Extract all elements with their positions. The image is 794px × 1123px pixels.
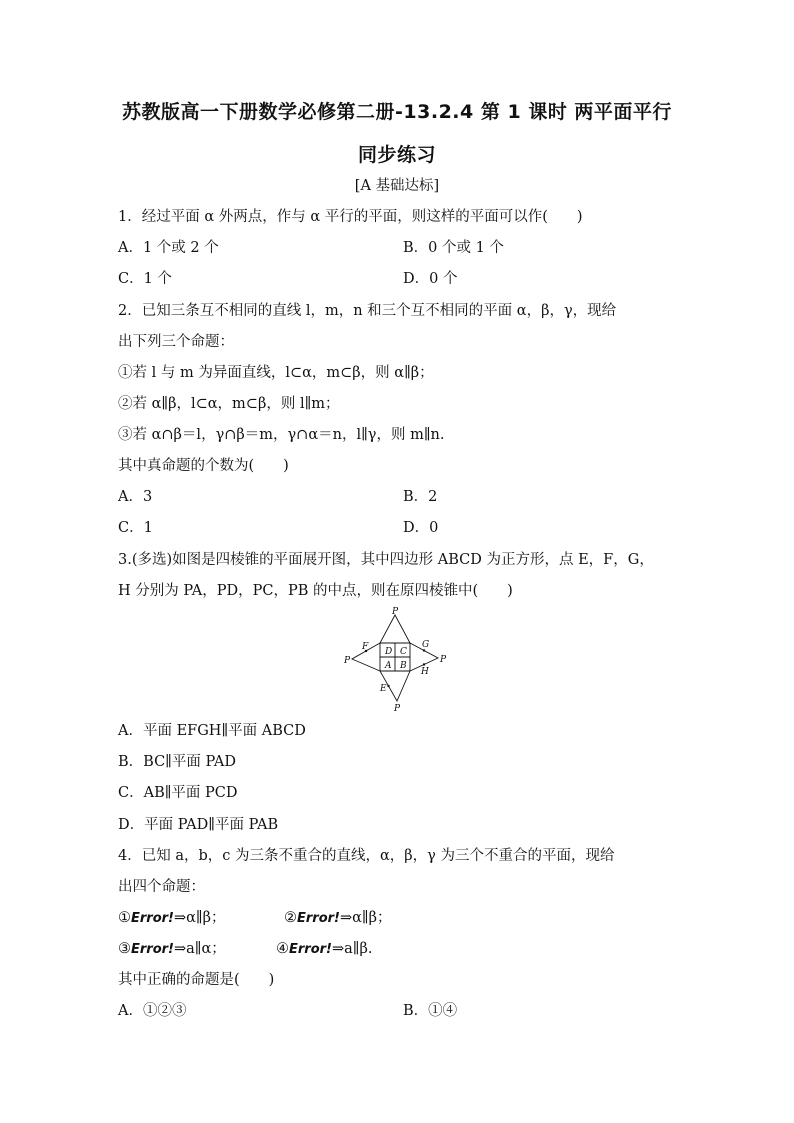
q1-option-a: A．1 个或 2 个: [118, 240, 219, 256]
q4-p3-error: Error!: [131, 942, 174, 957]
q4-proposition-3: [118, 939, 226, 960]
label-h: H: [421, 667, 429, 677]
q1-option-b: B．0 个或 1 个: [403, 240, 504, 256]
q1-stem: 1．经过平面 α 外两点，作与 α 平行的平面，则这样的平面可以作( ): [118, 209, 583, 225]
label-f: F: [362, 642, 369, 652]
label-g: G: [422, 640, 430, 650]
q2-option-c: C．1: [118, 520, 153, 536]
label-e: E: [380, 684, 387, 694]
q3-option-a: A．平面 EFGH∥平面 ABCD: [118, 723, 306, 739]
q2-stem-line-1: 2．已知三条互不相同的直线 l，m，n 和三个互不相同的平面 α，β，γ，现给: [118, 303, 617, 319]
q2-option-d: D．0: [403, 520, 439, 536]
q2-proposition-1: ①若 l 与 m 为异面直线，l⊂α，m⊂β，则 α∥β；: [118, 365, 434, 381]
q1-option-c: C．1 个: [118, 271, 172, 287]
q3-option-d: D．平面 PAD∥平面 PAB: [118, 817, 279, 833]
label-p-bottom: P: [394, 704, 401, 713]
q2-question: 其中真命题的个数为( ): [118, 458, 289, 474]
q2-proposition-3: ③若 α∩β＝l，γ∩β＝m，γ∩α＝n，l∥γ，则 m∥n.: [118, 427, 445, 443]
q4-stem-line-1: 4．已知 a，b，c 为三条不重合的直线，α，β，γ 为三个不重合的平面，现给: [118, 848, 615, 864]
q4-proposition-1: [118, 908, 226, 929]
pyramid-net-figure: [330, 605, 470, 713]
q4-p1-suffix: ⇒α∥β；: [173, 910, 226, 926]
label-d: D: [385, 647, 393, 657]
label-p-right: P: [440, 655, 447, 665]
label-a: A: [385, 661, 392, 671]
label-p-left: P: [344, 656, 351, 666]
section-header: [A 基础达标]: [354, 178, 440, 194]
triangle-top: [380, 615, 410, 643]
point-h: [423, 663, 425, 665]
q4-proposition-2: [284, 908, 392, 929]
q4-p1-prefix: ①: [118, 910, 131, 926]
q3-stem-line-2: H 分别为 PA，PD，PC，PB 的中点，则在原四棱锥中( ): [118, 583, 513, 599]
q2-proposition-2: ②若 α∥β，l⊂α，m⊂β，则 l∥m；: [118, 396, 340, 412]
label-c: C: [400, 647, 407, 657]
q4-p3-prefix: ③: [118, 941, 131, 957]
q4-p1-error: Error!: [131, 911, 174, 926]
q3-option-c: C．AB∥平面 PCD: [118, 785, 238, 801]
q2-option-b: B．2: [403, 489, 438, 505]
point-e: [387, 685, 389, 687]
q3-stem-line-1: 3.(多选)如图是四棱锥的平面展开图，其中四边形 ABCD 为正方形，点 E，F，G，: [118, 552, 654, 568]
q4-option-a: A．①②③: [118, 1003, 187, 1019]
q4-p2-suffix: ⇒α∥β；: [339, 910, 392, 926]
q4-p2-error: Error!: [297, 911, 340, 926]
label-p-top: P: [392, 607, 399, 617]
q2-option-a: A．3: [118, 489, 153, 505]
q4-p2-prefix: ②: [284, 910, 297, 926]
label-b: B: [400, 661, 407, 671]
q4-p3-suffix: ⇒a∥α；: [173, 941, 226, 957]
q4-proposition-4: [276, 939, 372, 960]
q4-p4-error: Error!: [289, 942, 332, 957]
q4-option-b: B．①④: [403, 1003, 458, 1019]
title-line-2: 同步练习: [357, 144, 436, 166]
q4-p4-prefix: ④: [276, 941, 289, 957]
q3-option-b: B．BC∥平面 PAD: [118, 754, 237, 770]
q4-p4-suffix: ⇒a∥β.: [331, 941, 373, 957]
q2-stem-line-2: 出下列三个命题：: [118, 334, 234, 350]
q4-question: 其中正确的命题是( ): [118, 972, 275, 988]
q4-stem-line-2: 出四个命题：: [118, 879, 205, 895]
title-line-1: 苏教版高一下册数学必修第二册-13.2.4 第 1 课时 两平面平行: [122, 101, 672, 123]
q1-option-d: D．0 个: [403, 271, 458, 287]
